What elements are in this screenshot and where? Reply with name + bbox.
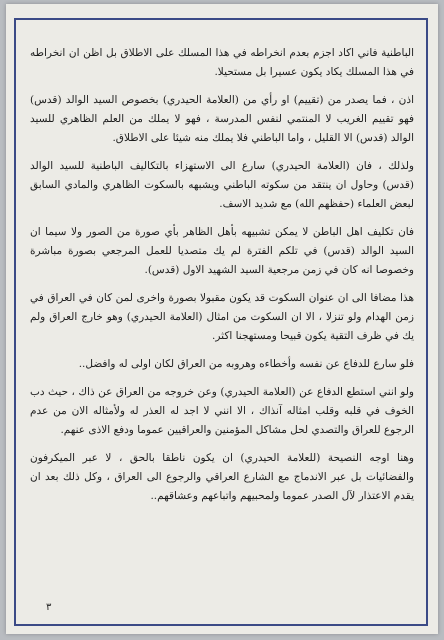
paragraph: اذن ، فما يصدر من (تقييم) او رأي من (العلامة الحيدري) بخصوص السيد الوالد (قدس) فهو تقييم الغريب لا المنتمي لنفس المدرسة ، فهو لا يملك من العلم الظاهري للسيد الوالد (قدس) الا القليل ، واما الباطني فلا يملك منه شيئا على الاطلاق.: [30, 94, 414, 144]
paragraph: الباطنية فاني اكاد اجزم بعدم انخراطه في هذا المسلك على الاطلاق بل اظن ان انخراطه في هذا المسلك يكاد يكون عسيرا بل مستحيلا.: [30, 47, 414, 78]
document-page: [6, 4, 438, 634]
paragraph: فلو سارع للدفاع عن نفسه وأخطاءه وهروبه من العراق لكان اولى له وافضل..: [78, 358, 414, 370]
paragraph: فان تكليف اهل الباطن لا يمكن تشبيهه بأهل الظاهر بأي صورة من الصور ولا سيما ان السيد الوالد (قدس) في تلكم الفترة لم يك متصديا للعمل المرجعي بصورة مباشرة وخصوصا انه كان في زمن مرجعية السيد الشهيد الاول (قدس).: [30, 226, 414, 276]
paragraph: ولذلك ، فان (العلامة الحيدري) سارع الى الاستهزاء بالتكاليف الباطنية للسيد الوالد (قدس) وحاول ان ينتقد من سكوته الباطني ويشبهه بالسكوت الظاهري والمادي السابق لبعض العلماء (حفظهم الله) مع شديد الاسف.: [30, 160, 414, 210]
document-body: [30, 44, 414, 515]
paragraph: وهنا اوجه النصيحة (للعلامة الحيدري) ان يكون ناطقا بالحق ، لا عبر الميكرفون والفضائيات بل عبر الاندماج مع الشارع العراقي والرجوع الى العراق ، وكل ذلك بعد ان يقدم الاعتذار لآل الصدر عموما ولمحبيهم واتباعهم وعشاقهم..: [30, 452, 414, 502]
paragraph: ولو انني استطع الدفاع عن (العلامة الحيدري) وعن خروجه من العراق عن ذاك ، حيث دب الخوف في قلبه وقلب امثاله آنذاك ، الا انني لا اجد له العذر له ولأمثاله الان من عدم الرجوع للعراق والتصدي لحل مشاكل المؤمنين والعراقيين عموما ودفع الاذى عنهم.: [30, 386, 414, 436]
page-number: ٣: [46, 602, 52, 613]
paragraph: هذا مضافا الى ان عنوان السكوت قد يكون مقبولا بصورة واخرى لمن كان في العراق في زمن الهدام ولو تنزلا ، الا ان السكوت من امثال (العلامة الحيدري) وهو خارج العراق ولم يك في ظرف التقية يكون قبيحا ومستهجنا اكثر.: [30, 292, 414, 342]
